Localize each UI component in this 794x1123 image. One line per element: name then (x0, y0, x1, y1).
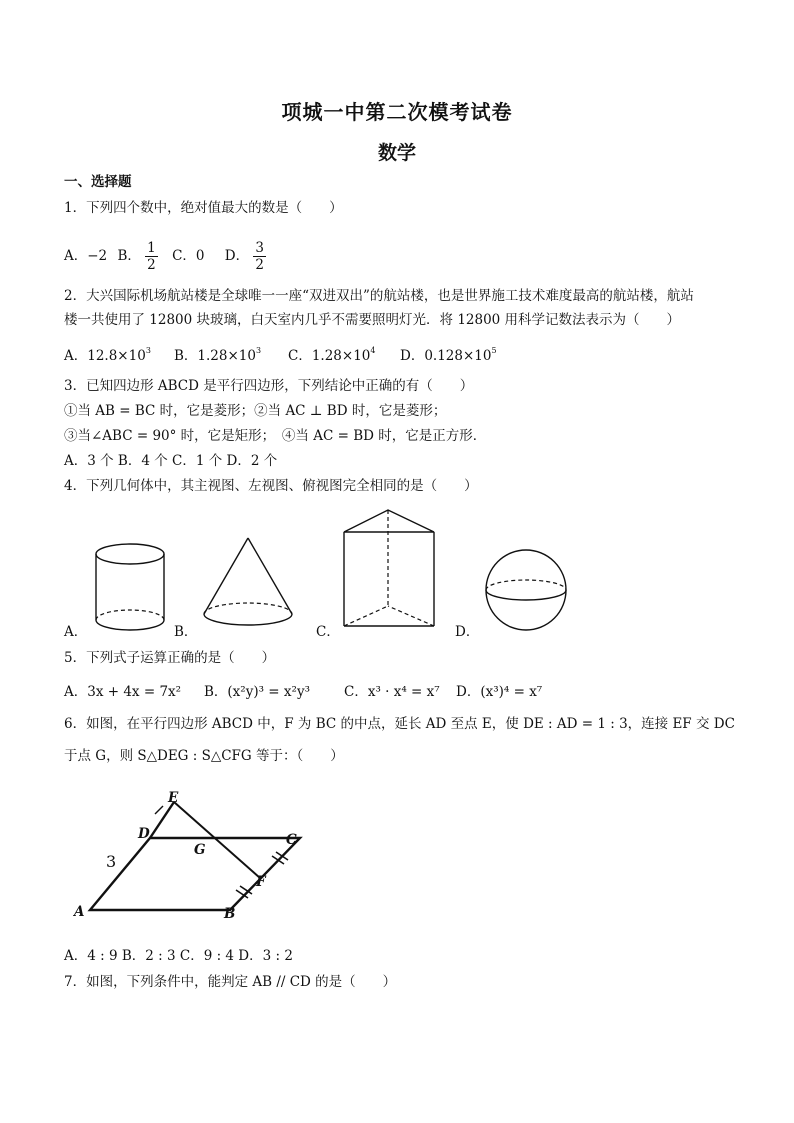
q1-d-label: D． (224, 248, 250, 264)
q1-b-label: B． (117, 248, 141, 264)
q1-options (64, 240, 266, 273)
q4-stem: 4．下列几何体中，其主视图、左视图、俯视图完全相同的是（ ） (64, 478, 478, 494)
q5-stem: 5．下列式子运算正确的是（ ） (64, 650, 276, 666)
q6-options: A．4 : 9 B．2 : 3 C．9 : 4 D．3 : 2 (64, 948, 293, 964)
q5-option-a: A．3x + 4x = 7x² (64, 684, 182, 700)
cylinder-icon (88, 540, 172, 636)
q3-statement-line2: ③当∠ABC = 90° 时，它是矩形； ④当 AC = BD 时，它是正方形． (64, 428, 487, 444)
q4-label-a: A． (64, 624, 88, 640)
label-C: C (286, 832, 297, 848)
q2-option-c: C．$1.28\times 10^4$ (288, 346, 376, 364)
parallelogram-figure (60, 786, 330, 926)
q3-options: A．3 个 B．4 个 C．1 个 D．2 个 (64, 453, 278, 469)
label-G: G (194, 842, 206, 858)
triangular-prism-icon (340, 506, 438, 632)
q1-stem: 1．下列四个数中，绝对值最大的数是（ ） (64, 200, 343, 216)
q5-option-c: C．x³ · x⁴ = x⁷ (344, 684, 440, 700)
q2-option-b: B．$1.28\times 10^3$ (174, 346, 262, 364)
exam-title: 项城一中第二次模考试卷 (281, 100, 513, 124)
q6-line1: 6．如图，在平行四边形 ABCD 中，F 为 BC 的中点，延长 AD 至点 E，使 DE : AD = 1 : 3，连接 EF 交 DC (64, 716, 735, 732)
q3-stem: 3．已知四边形 ABCD 是平行四边形，下列结论中正确的有（ ） (64, 378, 474, 394)
label-three: 3 (106, 852, 117, 871)
q2-option-d: D．$0.128\times 10^5$ (400, 346, 497, 364)
sphere-icon (480, 548, 572, 632)
q2-line2: 楼一共使用了 12800 块玻璃，白天室内几乎不需要照明灯光．将 12800 用科学记数法表示为（ ） (64, 312, 681, 328)
q7-stem: 7．如图，下列条件中，能判定 AB // CD 的是（ ） (64, 974, 397, 990)
label-D: D (138, 826, 150, 842)
subject-title: 数学 (377, 142, 416, 164)
label-E: E (168, 790, 179, 806)
q1-a-value: −2 (87, 248, 108, 264)
q1-c-option: C．0 (172, 248, 205, 264)
q1-b-fraction: $\frac{1}{2}$ (147, 240, 156, 273)
cone-icon (198, 534, 298, 634)
q5-option-d: D．(x³)⁴ = x⁷ (456, 684, 543, 700)
q4-label-d: D． (455, 624, 480, 640)
q1-a-label: A． (64, 248, 88, 264)
label-F: F (256, 874, 266, 890)
q1-d-fraction: $\frac{3}{2}$ (255, 240, 264, 273)
q4-label-c: C． (316, 624, 340, 640)
q4-label-b: B． (174, 624, 198, 640)
section-heading: 一、选择题 (64, 174, 132, 190)
q2-line1: 2．大兴国际机场航站楼是全球唯一一座“双进双出”的航站楼，也是世界施工技术难度最高的航站楼，航站 (64, 288, 694, 304)
label-B: B (224, 906, 236, 922)
q6-line2: 于点 G，则 S△DEG : S△CFG 等于：（ ） (64, 748, 344, 764)
label-A: A (74, 904, 85, 920)
q3-statement-line1: ①当 AB = BC 时，它是菱形；②当 AC ⊥ BD 时，它是菱形； (64, 403, 447, 419)
q2-option-a: A．$12.8\times 10^3$ (64, 346, 151, 364)
q5-option-b: B．(x²y)³ = x²y³ (204, 684, 310, 700)
